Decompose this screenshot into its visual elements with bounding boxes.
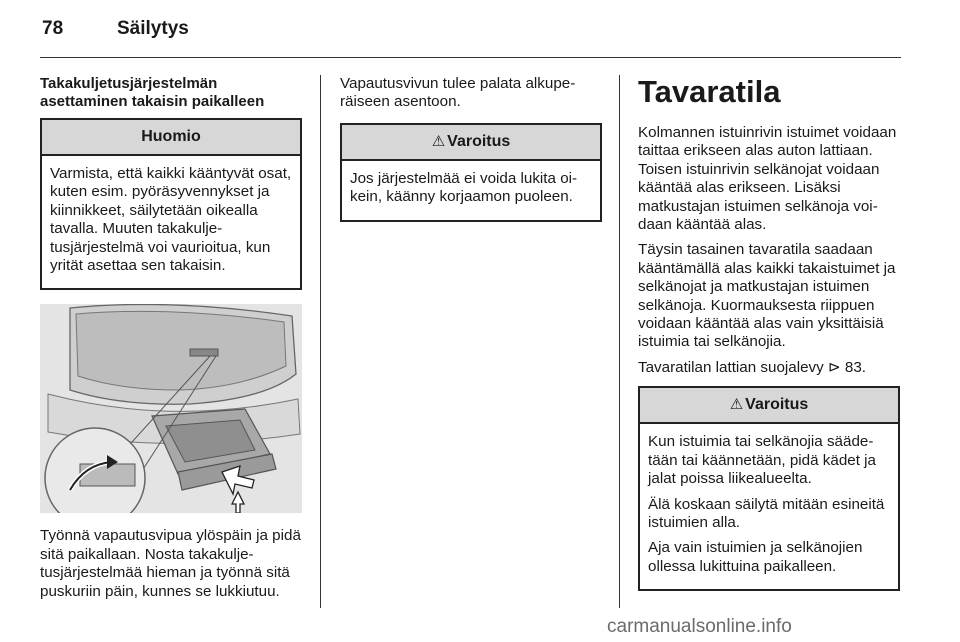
section-heading: [40, 75, 302, 111]
warning-title-text-2: Varoitus: [745, 396, 809, 414]
warning-box-2: [638, 386, 900, 591]
warning-title-1: [342, 125, 600, 161]
column-1: [40, 75, 302, 608]
warning-box-1: [340, 123, 602, 222]
chapter-title: Säilytys: [117, 18, 189, 39]
header-divider: [40, 57, 901, 58]
column-divider-2: [619, 75, 620, 608]
warning-text-2c: Aja vain istuimien ja selkänojien ollessa lukittuina paikalleen.: [648, 539, 863, 575]
notice-box: [40, 118, 302, 290]
warning-icon: ⚠: [431, 132, 446, 150]
paragraph-2: Täysin tasainen tavaratila saadaan kääntämällä alas kaikki takaistuimet ja selkänojat ja matkustajan istuimen selkänoja. Kuormauksesta riippuen voidaan kääntää alas vain yksittäisiä istuimia tai selkänojia.: [638, 241, 896, 351]
section-title: Tavaratila: [638, 74, 781, 109]
intro-paragraph: Vapautusvivun tulee palata alkuperäiseen asentoon.: [340, 75, 576, 111]
rear-carrier-illustration: [40, 304, 302, 513]
rear-carrier-figure: [40, 304, 302, 513]
section-heading-line1: Takakuljetusjärjestelmän: [40, 75, 218, 92]
page-number: 78: [42, 18, 64, 39]
paragraph-3: Tavaratilan lattian suojalevy ⊳ 83.: [638, 358, 867, 376]
warning-text-2b: Älä koskaan säilytä mitään esineitä istuimien alla.: [648, 495, 885, 531]
warning-body-1: [342, 161, 600, 220]
column-divider-1: [320, 75, 321, 608]
rear-window-shape: [76, 312, 286, 391]
notice-text: Varmista, että kaikki kääntyvät osat, kuten esim. pyöräsyvennykset ja kiinnikkeet, säilytetään oikealla tavalla. Muuten takakuljetusjärjestelmä voi vaurioitua, kun yrität asettaa sen takaisin.: [50, 165, 292, 275]
release-lever-shape: [190, 349, 218, 356]
warning-text-2a: Kun istuimia tai selkänojia säädetään tai käännetään, pidä kädet ja jalat poissa liikealueelta.: [648, 433, 876, 488]
instruction-paragraph: Työnnä vapautusvipua ylöspäin ja pidä sitä paikallaan. Nosta takakuljetusjärjestelmää hieman ja työnnä sitä puskuriin päin, kunnes se lukkiutuu.: [40, 527, 301, 600]
column-3: [638, 75, 900, 591]
column-2: [340, 75, 602, 222]
paragraph-1: Kolmannen istuinrivin istuimet voidaan taittaa erikseen alas auton lattiaan. Toisen istuinrivin selkänojat voidaan kääntää alas erikseen. Lisäksi matkustajan istuimen selkänoja voidaan kääntää alas.: [638, 124, 897, 234]
warning-text-1: Jos järjestelmää ei voida lukita oikein, käänny korjaamon puoleen.: [350, 169, 578, 206]
notice-body: [42, 156, 300, 288]
warning-icon: ⚠: [729, 396, 744, 414]
warning-title-2: [640, 388, 898, 424]
warning-title-text-1: Varoitus: [447, 132, 511, 150]
warning-body-2: [640, 424, 898, 589]
notice-title: Huomio: [42, 120, 300, 156]
section-heading-line2: asettaminen takaisin paikalleen: [40, 93, 265, 110]
watermark: carmanualsonline.info: [607, 616, 792, 637]
